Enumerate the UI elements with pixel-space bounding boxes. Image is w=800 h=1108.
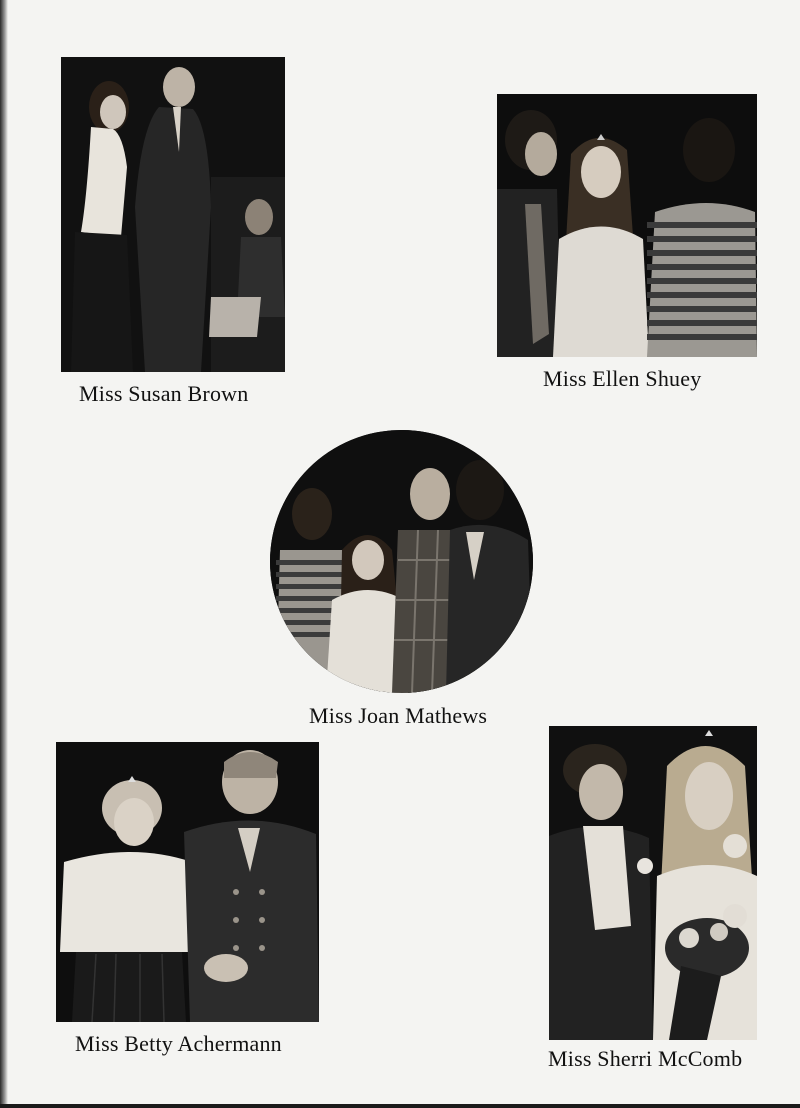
caption-sherri-mccomb: Miss Sherri McComb: [548, 1046, 743, 1071]
page-binding-edge: [0, 0, 8, 1108]
photo-sherri-mccomb: [549, 726, 757, 1040]
photo-susan-brown: [61, 57, 285, 372]
caption-betty-achermann: Miss Betty Achermann: [75, 1031, 282, 1056]
caption-ellen-shuey: Miss Ellen Shuey: [543, 366, 702, 391]
photo-joan-mathews: [270, 430, 533, 693]
page-bottom-edge: [0, 1104, 800, 1108]
photo-ellen-shuey: [497, 94, 757, 357]
photo-betty-achermann: [56, 742, 319, 1022]
caption-susan-brown: Miss Susan Brown: [79, 381, 249, 406]
caption-joan-mathews: Miss Joan Mathews: [309, 703, 488, 728]
